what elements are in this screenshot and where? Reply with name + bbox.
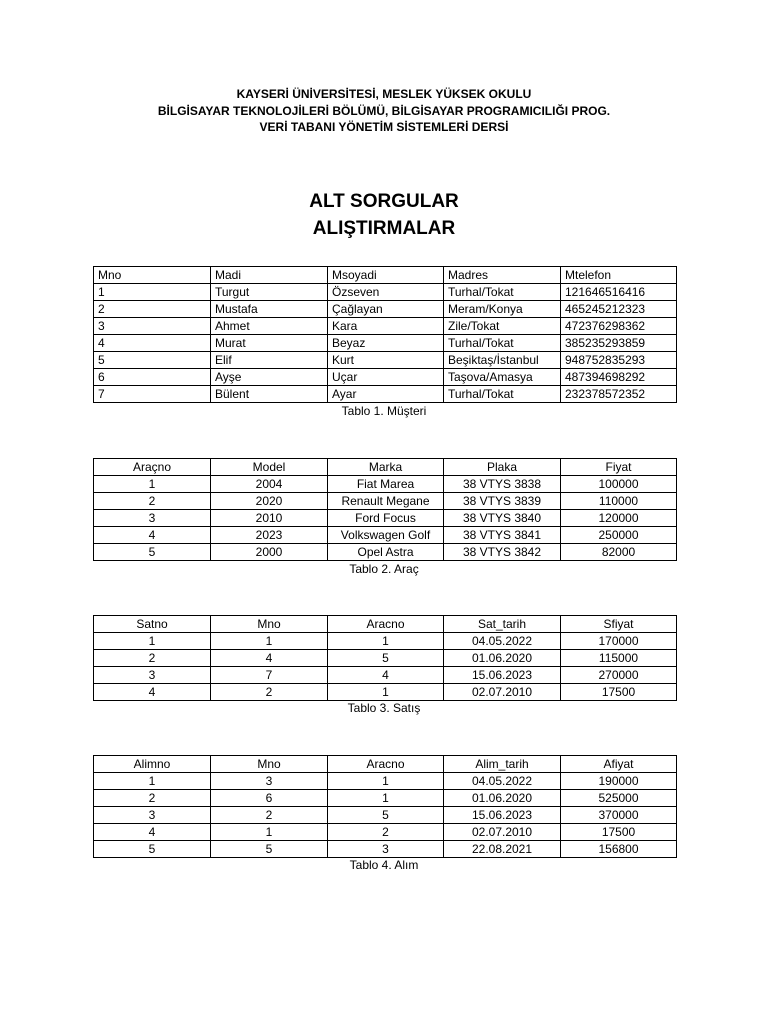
table-cell: 2004 [211,476,328,493]
table-cell: 465245212323 [561,301,677,318]
table-cell: 1 [94,284,211,301]
table-cell: 948752835293 [561,352,677,369]
table-cell: 02.07.2010 [444,684,561,701]
table-cell: Ayar [328,386,444,403]
table-row [94,510,677,527]
header-cell: Mno [94,267,211,284]
table-cell: 110000 [561,493,677,510]
table-caption: Tablo 2. Araç [349,562,419,576]
header-cell: Fiyat [561,459,677,476]
table-cell: 3 [211,773,328,790]
table-cell: 38 VTYS 3841 [444,527,561,544]
table-cell: 2 [328,824,444,841]
table-cell: 2 [94,790,211,807]
header-cell: Msoyadi [328,267,444,284]
table-row [94,493,677,510]
table-cell: Zile/Tokat [444,318,561,335]
document-title [0,188,768,242]
table-cell: 5 [94,352,211,369]
table-cell: 100000 [561,476,677,493]
header-cell: Madres [444,267,561,284]
table-cell: 17500 [561,684,677,701]
course-line: VERİ TABANI YÖNETİM SİSTEMLERİ DERSİ [259,120,509,134]
table-cell: Fiat Marea [328,476,444,493]
header-cell: Aracno [328,756,444,773]
table-cell: Volkswagen Golf [328,527,444,544]
table-cell: Ahmet [211,318,328,335]
table-row [94,476,677,493]
header-cell: Sat_tarih [444,616,561,633]
table-cell: 38 VTYS 3838 [444,476,561,493]
table-cell: 170000 [561,633,677,650]
table-cell: 4 [94,824,211,841]
table-cell: 250000 [561,527,677,544]
table-row [94,369,677,386]
header-cell: Model [211,459,328,476]
table-row [94,284,677,301]
table-cell: 15.06.2023 [444,807,561,824]
table-cell: 6 [211,790,328,807]
table-cell: 115000 [561,650,677,667]
table-cell: 01.06.2020 [444,650,561,667]
table-cell: 2 [94,493,211,510]
table-cell: Opel Astra [328,544,444,561]
table-header-row [94,459,677,476]
table-cell: 7 [211,667,328,684]
table-row [94,807,677,824]
customer-table [93,266,677,403]
table-row [94,318,677,335]
table-cell: 38 VTYS 3842 [444,544,561,561]
university-line: KAYSERİ ÜNİVERSİTESİ, MESLEK YÜKSEK OKULU [236,87,532,101]
table-row [94,633,677,650]
table-cell: Renault Megane [328,493,444,510]
header-cell: Afiyat [561,756,677,773]
table-cell: 04.05.2022 [444,633,561,650]
table-cell: Turhal/Tokat [444,335,561,352]
table-header-row [94,756,677,773]
table-cell: Turgut [211,284,328,301]
table-header-row [94,267,677,284]
table-cell: 2000 [211,544,328,561]
table-cell: 370000 [561,807,677,824]
table-cell: 3 [94,667,211,684]
table-cell: 3 [94,510,211,527]
table-cell: Taşova/Amasya [444,369,561,386]
table-cell: 3 [94,318,211,335]
table-cell: 1 [211,633,328,650]
header-cell: Satno [94,616,211,633]
table-row [94,650,677,667]
table-cell: Elif [211,352,328,369]
table-cell: 487394698292 [561,369,677,386]
sales-table [93,615,677,701]
table-cell: Çağlayan [328,301,444,318]
table-row [94,790,677,807]
header-cell: Alimno [94,756,211,773]
table-cell: 1 [94,633,211,650]
table-row [94,335,677,352]
table-cell: 1 [328,773,444,790]
table-cell: 5 [328,650,444,667]
table-cell: 4 [94,527,211,544]
header-cell: Sfiyat [561,616,677,633]
table-cell: 5 [211,841,328,858]
table-cell: 156800 [561,841,677,858]
table-cell: 2 [211,684,328,701]
table-cell: 38 VTYS 3840 [444,510,561,527]
table-row [94,667,677,684]
header-cell: Mno [211,616,328,633]
table-header-row [94,616,677,633]
table-row [94,352,677,369]
table-row [94,527,677,544]
table-row [94,684,677,701]
table-cell: 01.06.2020 [444,790,561,807]
table-cell: 2023 [211,527,328,544]
table-cell: Turhal/Tokat [444,284,561,301]
table-cell: 7 [94,386,211,403]
table-cell: 02.07.2010 [444,824,561,841]
table-cell: 2 [211,807,328,824]
table-cell: 1 [328,790,444,807]
table-cell: 82000 [561,544,677,561]
table-cell: 472376298362 [561,318,677,335]
table-cell: Ford Focus [328,510,444,527]
header-cell: Mtelefon [561,267,677,284]
table-cell: Uçar [328,369,444,386]
table-cell: 1 [328,684,444,701]
header-cell: Mno [211,756,328,773]
table-caption: Tablo 4. Alım [349,858,419,872]
table-cell: Beyaz [328,335,444,352]
table-cell: 270000 [561,667,677,684]
table-row [94,773,677,790]
table-cell: Turhal/Tokat [444,386,561,403]
table-cell: Beşiktaş/İstanbul [444,352,561,369]
table-row [94,301,677,318]
table-cell: 4 [94,335,211,352]
table-cell: 121646516416 [561,284,677,301]
table-cell: 120000 [561,510,677,527]
table-cell: Özseven [328,284,444,301]
table-cell: 04.05.2022 [444,773,561,790]
header-cell: Aracno [328,616,444,633]
table-cell: 1 [94,773,211,790]
table-cell: Mustafa [211,301,328,318]
header-cell: Marka [328,459,444,476]
table-cell: 5 [94,841,211,858]
table-cell: 4 [94,684,211,701]
table-cell: 5 [328,807,444,824]
table-cell: 2 [94,650,211,667]
table-cell: 6 [94,369,211,386]
table-caption: Tablo 1. Müşteri [341,404,427,418]
table-cell: 385235293859 [561,335,677,352]
header-cell: Alim_tarih [444,756,561,773]
table-cell: Bülent [211,386,328,403]
title-line-2: ALIŞTIRMALAR [312,218,456,239]
table-cell: 3 [328,841,444,858]
table-cell: 1 [211,824,328,841]
table-cell: 4 [328,667,444,684]
table-cell: 22.08.2021 [444,841,561,858]
table-cell: 525000 [561,790,677,807]
department-line: BİLGİSAYAR TEKNOLOJİLERİ BÖLÜMÜ, BİLGİSAYAR PROGRAMICILIĞI PROG. [157,103,611,118]
table-row [94,841,677,858]
table-cell: 2 [94,301,211,318]
table-row [94,824,677,841]
header-cell: Madi [211,267,328,284]
title-line-1: ALT SORGULAR [309,191,459,212]
table-caption: Tablo 3. Satış [347,701,421,715]
purchase-table [93,755,677,858]
vehicle-table [93,458,677,561]
table-row [94,386,677,403]
table-cell: 38 VTYS 3839 [444,493,561,510]
table-cell: Meram/Konya [444,301,561,318]
table-cell: 1 [94,476,211,493]
header-cell: Plaka [444,459,561,476]
table-cell: 190000 [561,773,677,790]
table-cell: 232378572352 [561,386,677,403]
table-cell: Ayşe [211,369,328,386]
table-cell: Kurt [328,352,444,369]
document-header [0,86,768,136]
table-cell: 3 [94,807,211,824]
table-cell: 2010 [211,510,328,527]
table-cell: 5 [94,544,211,561]
header-cell: Araçno [94,459,211,476]
table-cell: 4 [211,650,328,667]
table-cell: 15.06.2023 [444,667,561,684]
table-cell: Kara [328,318,444,335]
table-cell: 17500 [561,824,677,841]
table-cell: 1 [328,633,444,650]
table-row [94,544,677,561]
table-cell: 2020 [211,493,328,510]
table-cell: Murat [211,335,328,352]
